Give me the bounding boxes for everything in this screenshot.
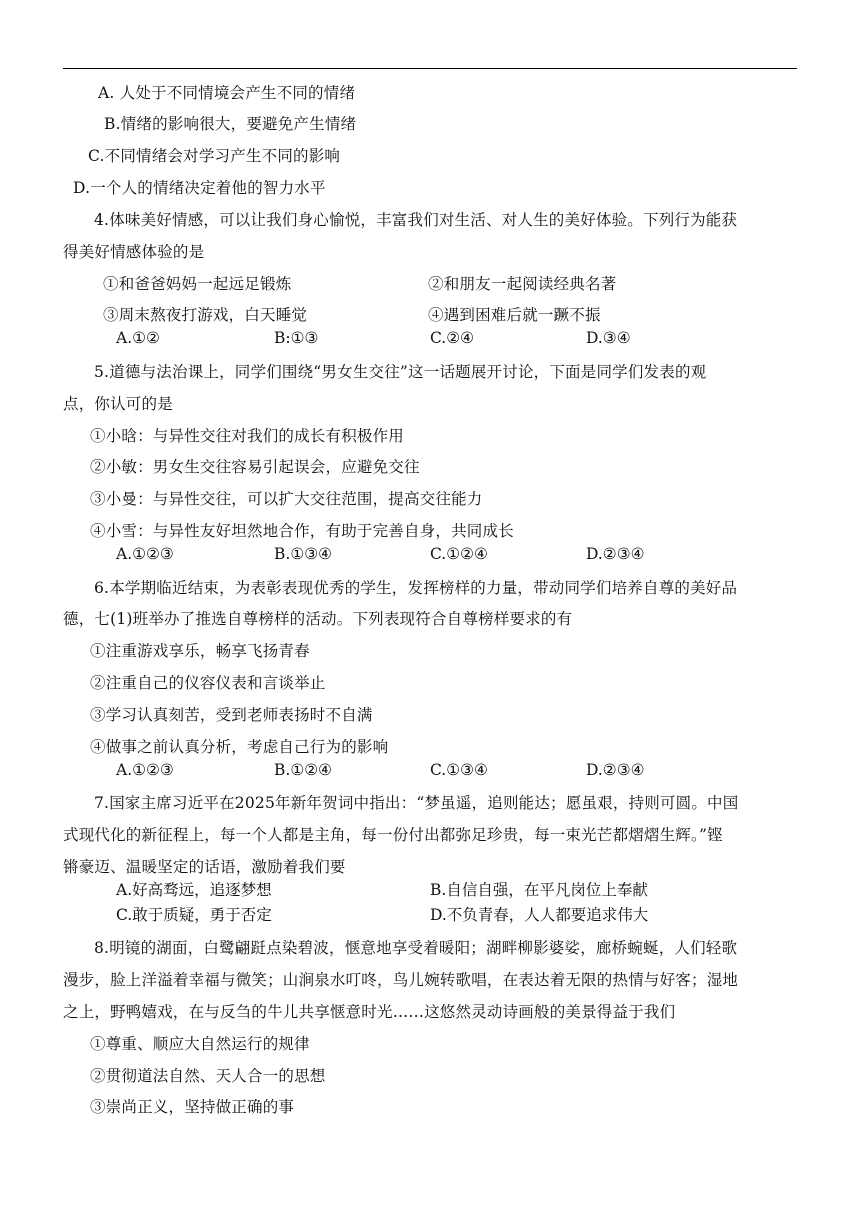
q5-stem-line-1: 5.道德与法治课上，同学们围绕“男女生交往”这一话题展开讨论，下面是同学们发表的观 — [94, 363, 707, 381]
q8-stem-line-2: 漫步，脸上洋溢着幸福与微笑；山涧泉水叮咚，鸟儿婉转歌唱，在表达着无限的热情与好客；湿地 — [63, 971, 739, 989]
q4-option-b: B:①③ — [274, 329, 319, 347]
q5-statement-4: ④小雪：与异性友好坦然地合作，有助于完善自身，共同成长 — [90, 522, 514, 540]
q6-statement-4: ④做事之前认真分析，考虑自己行为的影响 — [90, 738, 389, 756]
q6-statement-3: ③学习认真刻苦，受到老师表扬时不自满 — [90, 706, 373, 724]
q7-option-c: C.敢于质疑，勇于否定 — [116, 906, 272, 924]
q8-statement-3: ③崇尚正义，坚持做正确的事 — [90, 1098, 295, 1116]
q7-stem-line-1: 7.国家主席习近平在2025年新年贺词中指出：“梦虽遥，追则能达；愿虽艰，持则可圆。中国 — [94, 794, 739, 812]
q5-stem-line-2: 点，你认可的是 — [63, 395, 173, 413]
q5-statement-2: ②小敏：男女生交往容易引起误会，应避免交往 — [90, 458, 420, 476]
q6-stem-line-2: 德，七(1)班举办了推选自尊榜样的活动。下列表现符合自尊榜样要求的有 — [63, 610, 573, 628]
q7-stem-line-3: 锵豪迈、温暖坚定的话语，激励着我们要 — [63, 858, 346, 876]
q4-option-c: C.②④ — [430, 329, 475, 347]
q3-option-d: D.一个人的情绪决定着他的智力水平 — [73, 179, 326, 197]
q5-option-a: A.①②③ — [116, 545, 174, 563]
q6-option-d: D.②③④ — [586, 761, 645, 779]
q7-option-d: D.不负青春，人人都要追求伟大 — [430, 906, 649, 924]
q6-statement-1: ①注重游戏享乐，畅享飞扬青春 — [90, 642, 310, 660]
q6-option-b: B.①②④ — [274, 761, 333, 779]
q4-stem-line-2: 得美好情感体验的是 — [63, 243, 205, 261]
q6-stem-line-1: 6.本学期临近结束，为表彰表现优秀的学生，发挥榜样的力量，带动同学们培养自尊的美好品 — [94, 579, 738, 597]
q4-stem-line-1: 4.体味美好情感，可以让我们身心愉悦，丰富我们对生活、对人生的美好体验。下列行为能获 — [94, 211, 738, 229]
q7-stem-line-2: 式现代化的新征程上，每一个人都是主角，每一份付出都弥足珍贵，每一束光芒都熠熠生辉。”铿 — [63, 826, 723, 844]
q4-statement-3: ③周末熬夜打游戏，白天睡觉 — [103, 306, 308, 324]
q6-option-a: A.①②③ — [116, 761, 174, 779]
q5-option-d: D.②③④ — [586, 545, 645, 563]
q7-option-b: B.自信自强，在平凡岗位上奉献 — [430, 881, 648, 899]
q8-stem-line-1: 8.明镜的湖面，白鹭翩跹点染碧波，惬意地享受着暖阳；湖畔柳影婆娑，廊桥蜿蜒，人们轻歌 — [94, 939, 738, 957]
q4-statement-2: ②和朋友一起阅读经典名著 — [428, 275, 617, 293]
q3-option-a: A. 人处于不同情境会产生不同的情绪 — [98, 84, 356, 102]
q4-option-a: A.①② — [116, 329, 160, 347]
q7-option-a: A.好高骛远，追逐梦想 — [116, 881, 272, 899]
header-rule — [63, 68, 797, 69]
q4-statement-4: ④遇到困难后就一蹶不振 — [428, 306, 601, 324]
q5-statement-1: ①小晗：与异性交往对我们的成长有积极作用 — [90, 427, 405, 445]
q4-statement-1: ①和爸爸妈妈一起远足锻炼 — [103, 275, 292, 293]
q8-statement-1: ①尊重、顺应大自然运行的规律 — [90, 1035, 310, 1053]
q5-option-b: B.①③④ — [274, 545, 333, 563]
q4-option-d: D.③④ — [586, 329, 631, 347]
q3-option-c: C.不同情绪会对学习产生不同的影响 — [88, 147, 341, 165]
q5-statement-3: ③小曼：与异性交往，可以扩大交往范围，提高交往能力 — [90, 490, 483, 508]
q8-statement-2: ②贯彻道法自然、天人合一的思想 — [90, 1067, 326, 1085]
q3-option-b: B.情绪的影响很大，要避免产生情绪 — [104, 115, 357, 133]
q6-statement-2: ②注重自己的仪容仪表和言谈举止 — [90, 674, 326, 692]
q6-option-c: C.①③④ — [430, 761, 488, 779]
q5-option-c: C.①②④ — [430, 545, 488, 563]
q8-stem-line-3: 之上，野鸭嬉戏，在与反刍的牛儿共享惬意时光……这悠然灵动诗画般的美景得益于我们 — [63, 1003, 676, 1021]
